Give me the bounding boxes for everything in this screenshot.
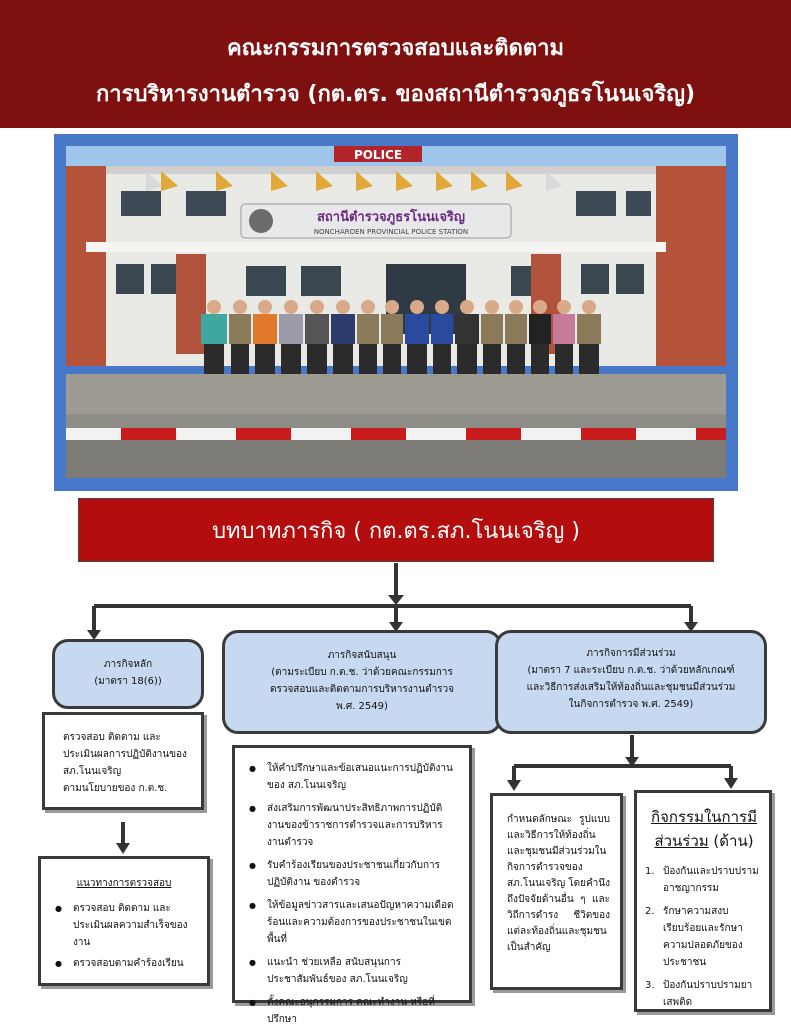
activity-text: ป้องกันและปราบปรามอาชญากรรม bbox=[663, 866, 759, 894]
activity-number: 1. bbox=[645, 866, 655, 877]
main-detail-line: ตามนโยบายของ ก.ต.ช. bbox=[63, 783, 168, 794]
participation-mission-ref: และวิธีการส่งเสริมให้ท้องถิ่นและชุมชนมีส่วนร่วม bbox=[526, 682, 736, 693]
main-mission-details bbox=[42, 712, 204, 810]
participation-mission-ref: ในกิจการตำรวจ พ.ศ. 2549) bbox=[568, 699, 694, 710]
police-sign-text: POLICE bbox=[353, 148, 403, 162]
header-title-line1: คณะกรรมการตรวจสอบและติดตาม bbox=[226, 36, 565, 61]
activity-text: ป้องกันปราบปรามยาเสพติด bbox=[663, 980, 753, 1008]
participation-criteria-text: กำหนดลักษณะ รูปแบบและวิธีการให้ท้องถิ่นและชุมชนมีส่วนร่วมในกิจการตำรวจของ สภ.โนนเจริญ โดยคำนึงถึงปัจจัยด้านอื่น ๆ และวิถีการดำรง ชีวิตของแต่ละท้องถิ่นและชุมชนเป็นสำคัญ bbox=[507, 814, 611, 953]
inspection-guide-box bbox=[38, 856, 210, 986]
support-item: ● ให้คำปรึกษาและข้อเสนอแนะการปฏิบัติงานของ สภ.โนนเจริญ bbox=[245, 760, 459, 794]
guide-item: ● ตรวจสอบตามคำร้องเรียน bbox=[51, 955, 197, 972]
support-mission-list bbox=[232, 745, 472, 1024]
participation-mission-title: ภารกิจการมีส่วนร่วม bbox=[586, 648, 676, 659]
support-mission-title: ภารกิจสนับสนุน bbox=[327, 650, 397, 661]
activities-title-suffix: (ด้าน) bbox=[708, 832, 754, 850]
guide-item: ● ตรวจสอบ ติดตาม และประเมินผลความสำเร็จของงาน bbox=[51, 900, 197, 951]
participation-mission-box bbox=[495, 630, 767, 734]
participation-mission-ref: (มาตรา 7 และระเบียบ ก.ต.ช. ว่าด้วยหลักเกณฑ์ bbox=[527, 665, 735, 676]
mission-banner-text: บทบาทภารกิจ ( กต.ตร.สภ.โนนเจริญ ) bbox=[212, 519, 580, 544]
support-mission-ref: พ.ศ. 2549) bbox=[336, 701, 388, 712]
inspection-guide-title: แนวทางการตรวจสอบ bbox=[76, 878, 172, 889]
main-mission-title: ภารกิจหลัก bbox=[103, 659, 153, 670]
main-mission-ref: (มาตรา 18(6)) bbox=[94, 676, 162, 687]
activity-item bbox=[645, 863, 763, 897]
main-mission-box bbox=[52, 639, 204, 709]
activity-item bbox=[645, 977, 763, 1011]
activities-title-main: กิจกรรมในการมีส่วนร่วม bbox=[651, 808, 757, 850]
main-detail-line: ตรวจสอบ ติดตาม และ bbox=[63, 732, 161, 743]
support-item: ● ส่งเสริมการพัฒนาประสิทธิภาพการปฏิบัติงานของข้าราชการตำรวจและการบริหารงานตำรวจ bbox=[245, 800, 459, 851]
activity-number: 2. bbox=[645, 906, 655, 917]
station-sign-en: NONCHAROEN PROVINCIAL POLICE STATION bbox=[313, 228, 469, 236]
support-mission-box bbox=[222, 630, 502, 734]
participation-activities-box bbox=[634, 790, 772, 1012]
support-item: ● ให้ข้อมูลข่าวสารและเสนอปัญหาความเดือดร้อนและความต้องการของประชาชนในเขตพื้นที่ bbox=[245, 897, 459, 948]
header-title-line2: การบริหารงานตำรวจ (กต.ตร. ของสถานีตำรวจภูธรโนนเจริญ) bbox=[95, 82, 696, 107]
main-detail-line: ประเมินผลการปฏิบัติงานของ bbox=[63, 749, 187, 760]
support-mission-ref: ตรวจสอบและติดตามการบริหารงานตำรวจ bbox=[269, 684, 455, 695]
support-item: ● ตั้งคณะอนุกรรมการ คณะทำงาน หรือที่ปรึกษา bbox=[245, 994, 459, 1024]
activity-text: รักษาความสงบเรียบร้อยและรักษาความปลอดภัยของประชาชน bbox=[663, 906, 743, 968]
activity-number: 3. bbox=[645, 980, 655, 991]
station-sign-th: สถานีตำรวจภูธรโนนเจริญ bbox=[317, 210, 465, 225]
activities-title bbox=[645, 805, 763, 853]
support-mission-ref: (ตามระเบียบ ก.ต.ช. ว่าด้วยคณะกรรมการ bbox=[271, 667, 453, 678]
participation-criteria-box bbox=[490, 793, 623, 990]
support-item: ● รับคำร้องเรียนของประชาชนเกี่ยวกับการปฏิบัติงาน ของตำรวจ bbox=[245, 857, 459, 891]
support-item: ● แนะนำ ช่วยเหลือ สนับสนุนการประชาสัมพันธ์ของ สภ.โนนเจริญ bbox=[245, 954, 459, 988]
main-detail-line: สภ.โนนเจริญ bbox=[63, 766, 122, 777]
activity-item bbox=[645, 903, 763, 971]
